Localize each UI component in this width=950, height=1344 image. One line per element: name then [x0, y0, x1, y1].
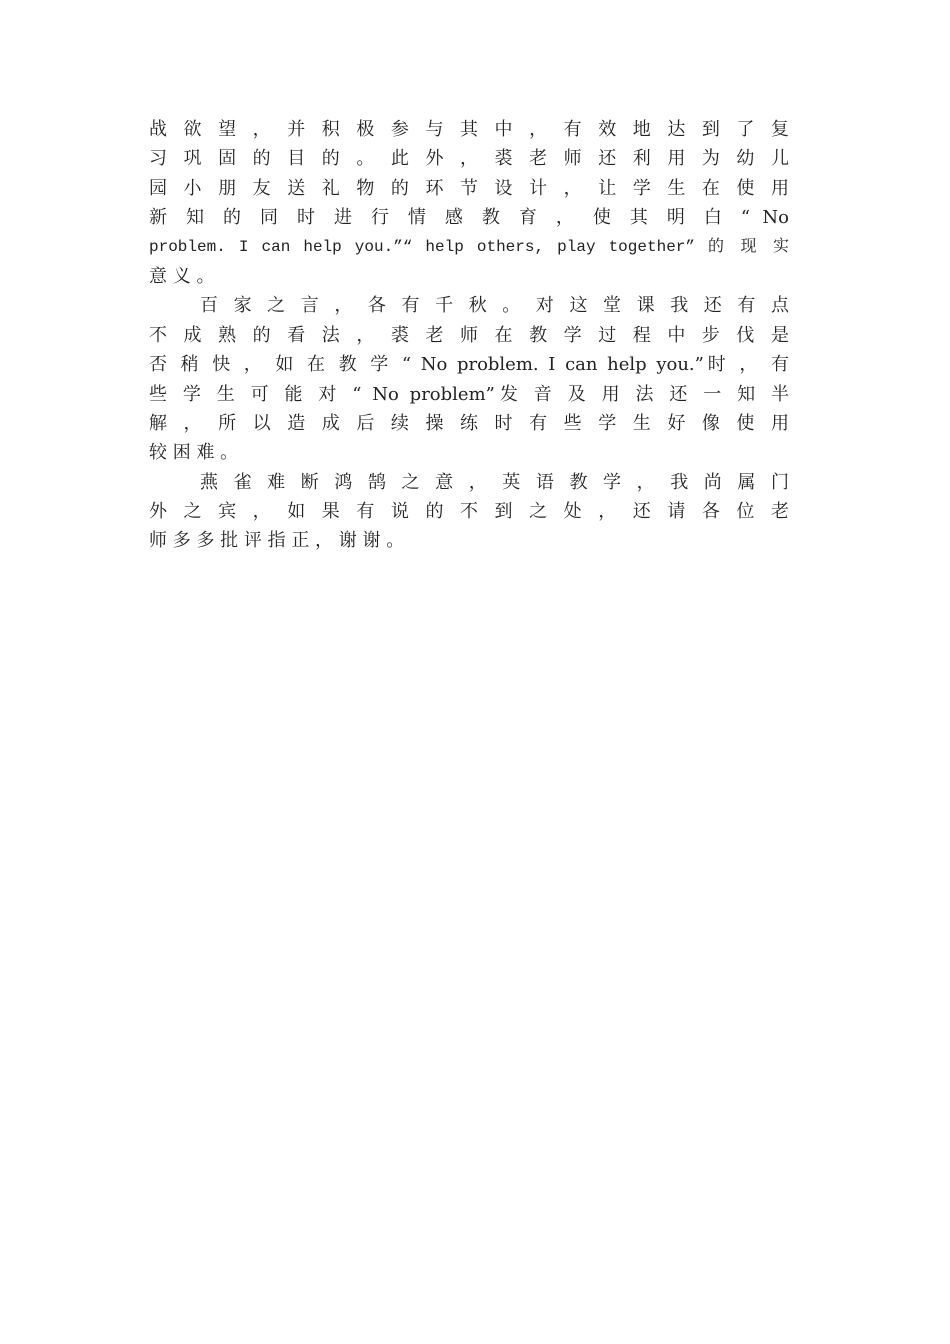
paragraph-1: [149, 115, 789, 291]
paragraph-line: 较 困 难 。: [149, 442, 239, 464]
paragraph-line: 不 成 熟 的 看 法 ， 裘 老 师 在 教 学 过 程 中 步 伐 是: [149, 324, 789, 346]
paragraph-line: 意 义 。: [149, 265, 215, 287]
paragraph-line: 师 多 多 批 评 指 正 ， 谢 谢 。: [149, 530, 405, 552]
paragraph-line: 燕 雀 难 断 鸿 鹄 之 意 ， 英 语 教 学 ， 我 尚 属 门: [200, 471, 789, 493]
paragraph-line: 习 巩 固 的 目 的 。 此 外 ， 裘 老 师 还 利 用 为 幼 儿: [149, 148, 789, 170]
paragraph-line: 些 学 生 可 能 对 “ No problem”发 音 及 用 法 还 一 知 半: [149, 383, 789, 405]
paragraph-line: 解 ， 所 以 造 成 后 续 操 练 时 有 些 学 生 好 像 使 用: [149, 412, 789, 434]
paragraph-line: problem. I can help you.”“ help others, play together” 的 现 实: [149, 237, 789, 256]
paragraph-line: 百 家 之 言 ， 各 有 千 秋 。 对 这 堂 课 我 还 有 点: [200, 295, 789, 317]
paragraph-2: [149, 291, 789, 467]
paragraph-line: 外 之 宾 ， 如 果 有 说 的 不 到 之 处 ， 还 请 各 位 老: [149, 501, 789, 523]
paragraph-line: 新 知 的 同 时 进 行 情 感 教 育 ， 使 其 明 白 “ No: [149, 207, 789, 229]
paragraph-line: 否 稍 快 ， 如 在 教 学 “ No problem. I can help you.”时 ， 有: [149, 354, 789, 376]
paragraph-3: [149, 468, 789, 556]
paragraph-line: 战 欲 望 ， 并 积 极 参 与 其 中 ， 有 效 地 达 到 了 复: [149, 119, 789, 140]
paragraph-line: 园 小 朋 友 送 礼 物 的 环 节 设 计 ， 让 学 生 在 使 用: [149, 177, 789, 199]
body-text: [149, 115, 789, 556]
